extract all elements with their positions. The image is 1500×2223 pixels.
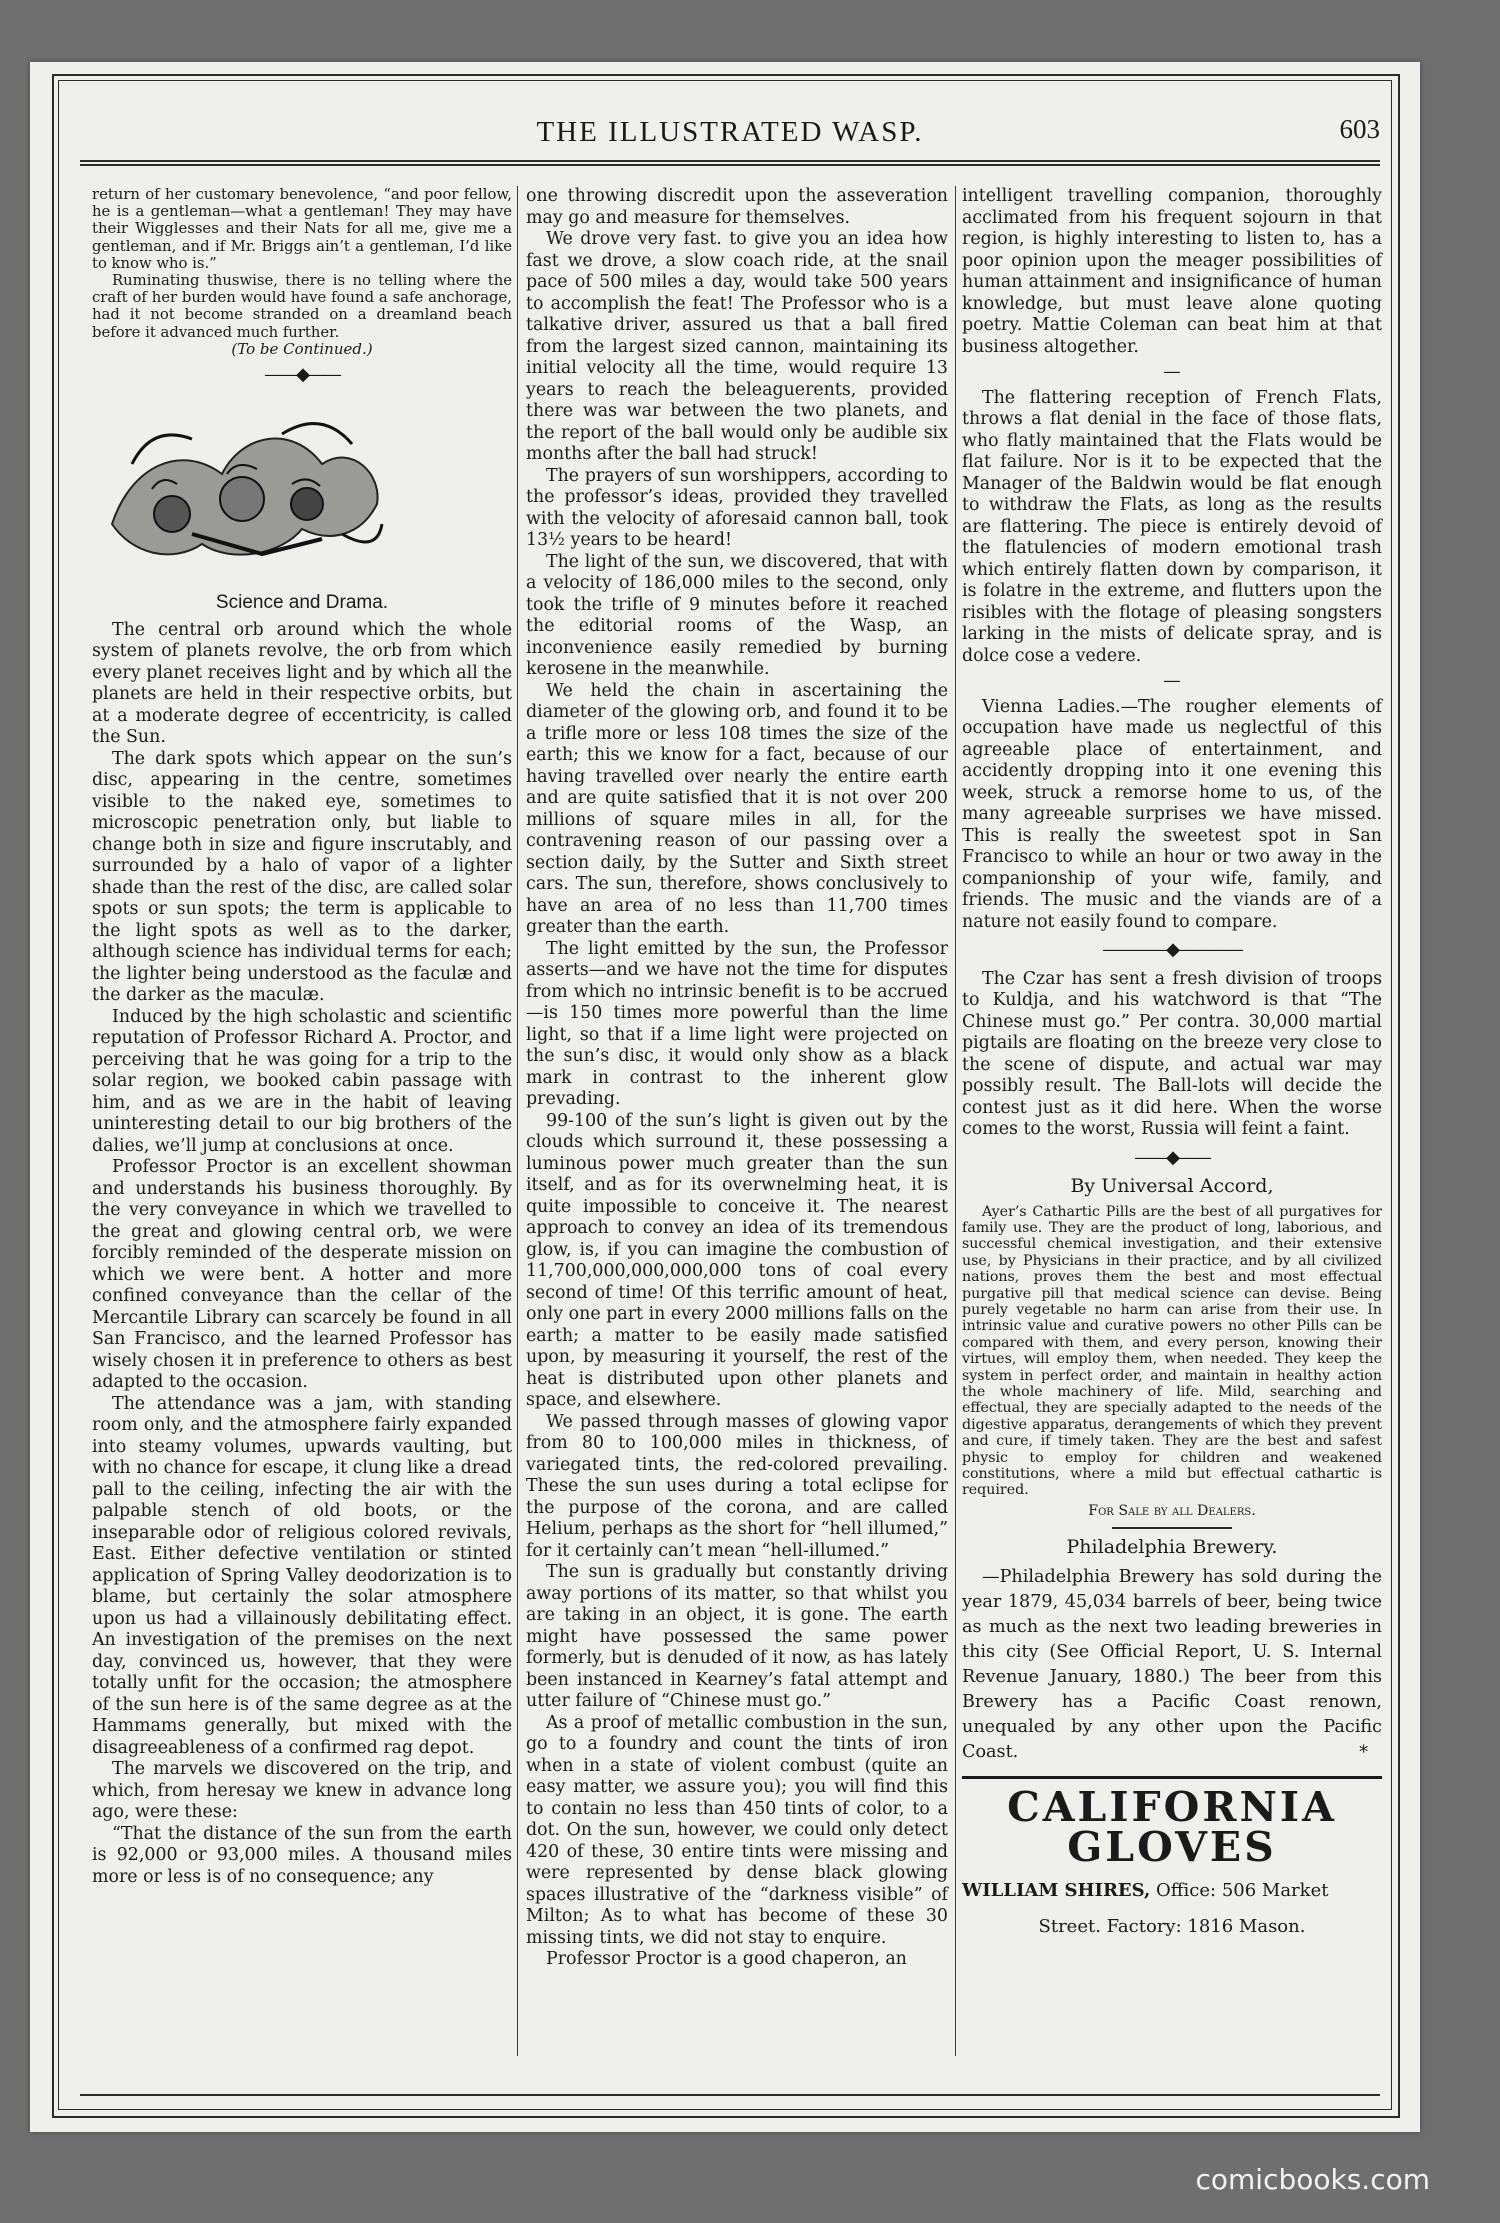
article-paragraph: The Czar has sent a fresh division of troops to Kuldja, and his watchword is that “The Chinese must go.” Per contra. 30,000 martial pigtails are floating on the breeze very close to the scene of dispute, and actual war may possibly result. The Ball-lots will decide the contest just as it did here. When the worse comes to the worst, Russia will feint a faint. bbox=[962, 968, 1382, 1139]
decorative-engraving bbox=[92, 404, 392, 574]
ad-text: —Philadelphia Brewery has sold during the year 1879, 45,034 barrels of beer, being twice as much as the next two leading breweries in this city (See Official Report, U. S. Internal Revenue January, 1880.) The beer from this Brewery has a Pacific Coast renown, unequaled by any other upon the Pacific Coast. bbox=[962, 1566, 1382, 1762]
section-ornament: ——◆—— bbox=[264, 364, 340, 386]
ad-heading: Philadelphia Brewery. bbox=[1066, 1536, 1278, 1559]
header-rule bbox=[80, 160, 1380, 162]
gloves-ad-line1: CALIFORNIA bbox=[1007, 1783, 1337, 1832]
article-paragraph: intelligent travelling companion, thoroughly acclimated from his frequent sojourn in that region, is highly interesting to listen to, has a poor opinion upon the meager possibilities of human attainment and insignificance of human knowledge, but must leave alone quoting poetry. Mattie Coleman can beat him at that business altogether. bbox=[962, 186, 1382, 357]
ad-text: Ayer’s Cathartic Pills are the best of all purgatives for family use. They are the product of long, laborious, and successful chemical investigation, and their extensive use, by Physicians in their practice, and by all civilized nations, proves them the best and most effectual purgative pill that medical science can devise. Being purely vegetable no harm can arise from their use. In intrinsic value and curative powers no other Pills can be compared with them, and every person, knowing their virtues, will employ them, when needed. They keep the system in perfect order, and maintain in healthy action the whole machinery of life. Mild, searching and effectual, they are specially adapted to the needs of the digestive apparatus, derangements of which they prevent and cure, if timely taken. They are the best and safest physic to employ for children and weakened constitutions, where a mild but effectual cathartic is required. bbox=[962, 1203, 1382, 1499]
article-paragraph: Professor Proctor is an excellent showman and understands his business thoroughly. By the very conveyance in which we travelled to the great and glowing central orb, we were forcibly reminded of the desperate mission on which we were bent. A hotter and more confined conveyance than the cellar of the Mercantile Library can scarcely be found in all San Francisco, and the learned Professor has wisely chosen it in preference to others as best adapted to the occasion. bbox=[92, 1157, 512, 1393]
gloves-ad-street: Street. Factory: 1816 Mason. bbox=[1038, 1915, 1306, 1937]
gloves-ad-office: Office: 506 Market bbox=[1156, 1880, 1329, 1902]
column-3 bbox=[962, 186, 1382, 1937]
article-paragraph: We passed through masses of glowing vapor from 80 to 100,000 miles in thickness, of variegated tints, the red-colored prevailing. These the sun uses during a total eclipse for the purpose of the corona, and are called Helium, perhaps as the short for “hell illumed,” for it certainly can’t mean “hell-illumed.” bbox=[526, 1411, 948, 1561]
article-paragraph: 99-100 of the sun’s light is given out by the clouds which surround it, these possessing a luminous power much greater than the sun itself, and as for its overwnelming heat, it is quite impossible to conceive it. The nearest approach to convey an idea of its tremendous glow, is, if you can imagine the combustion of 11,700,000,000,000,000 tons of coal every second of time! Of this terrific amount of heat, only one part in every 2000 millions falls on the earth; a matter to be easily made satisfied upon, by measuring it yourself, the rest of the heat is distributed upon other planets and space, and elsewhere. bbox=[526, 1110, 948, 1410]
article-paragraph: The marvels we discovered on the trip, and which, from heresay we knew in advance long ago, were these: bbox=[92, 1759, 512, 1823]
page-number: 603 bbox=[1339, 114, 1380, 144]
article-paragraph: The dark spots which appear on the sun’s disc, appearing in the centre, sometimes visible to the naked eye, sometimes to microscopic penetration only, but liable to change both in size and figure inscrutably, and surrounded by a halo of vapor of a lighter shade than the rest of the disc, are called solar spots or sun spots; the term is applicable to the light spots as well as to the darker, although science has individual terms for each; the lighter being understood as the faculæ and the darker as the maculæ. bbox=[92, 748, 512, 1006]
article-paragraph: We held the chain in ascertaining the diameter of the glowing orb, and found it to be a trifle more or less 108 times the size of the earth; this we know for a fact, because of our having travelled over nearly the entire earth and are quite satisfied that it is not over 200 millions of square miles in all, for the contravening reason of our passing over a section daily, by the Sutter and Sixth street cars. The sun, therefore, shows conclusively to have an area of no less than 11,700 times greater than the earth. bbox=[526, 680, 948, 937]
article-paragraph: The light emitted by the sun, the Professor asserts—and we have not the time for disputes from which no intrinsic benefit is to be accrued—is 150 times more powerful than the lime light, so that if a lime light were projected on the sun’s disc, it would only show as a black mark in contrast to the inherent glow prevading. bbox=[526, 938, 948, 1109]
ad-body bbox=[962, 1204, 1382, 1499]
gloves-ad bbox=[962, 1776, 1382, 1937]
story-text: Ruminating thuswise, there is no telling where the craft of her burden would have found a safe anchorage, had it not become stranded on a dreamland beach before it advanced much further. bbox=[92, 272, 512, 341]
article-heading: Science and Drama. bbox=[215, 592, 389, 614]
article-paragraph: The flattering reception of French Flats, throws a flat denial in the face of those flats, who flatly maintained that the Flats would be flat failure. Nor is it to be expected that the Manager of the Baldwin would be flat enough to withdraw the Flats, as long as the results are flattering. The piece is entirely devoid of the flatulencies of modern emotional trash which entirely flatten down by comparison, it is folatre in the extreme, and flutters upon the risibles with the flotage of pleasing songsters larking in the mists of delicate spray, and is dolce cose a vedere. bbox=[962, 387, 1382, 666]
continued-note: (To be Continued.) bbox=[231, 339, 373, 358]
article-paragraph: Vienna Ladies.—The rougher elements of occupation have made us neglectful of this agreeable place of entertainment, and accidently dropping into it one evening this week, struck a remorse home to us, of the many agreeable surprises we have missed. This is really the sweetest spot in San Francisco to while an hour or two away in the companionship of your wife, family, and friends. The music and the viands are of a nature not easily found to compare. bbox=[962, 696, 1382, 932]
article-paragraph: Professor Proctor is a good chaperon, an bbox=[546, 1949, 907, 1969]
gloves-ad-address bbox=[962, 1880, 1382, 1902]
section-ornament: ——◆—— bbox=[1134, 1146, 1210, 1168]
article-paragraph: The sun is gradually but constantly driving away portions of its matter, so that whilst you are taking in an object, it is gone. The earth might have possessed the same power formerly, but is denuded of it now, as has lately been instanced in Kearney’s fatal attempt and utter failure of “Chinese must go.” bbox=[526, 1562, 948, 1711]
column-divider-2 bbox=[955, 186, 956, 2056]
page-header bbox=[80, 110, 1380, 154]
divider-dash: — bbox=[1163, 671, 1181, 691]
article-paragraph: “That the distance of the sun from the earth is 92,000 or 93,000 miles. A thousand miles more or less is of no consequence; any bbox=[92, 1823, 512, 1887]
article-paragraph: We drove very fast. to give you an idea how fast we drove, a slow coach ride, at the snail pace of 500 miles a day, would take 500 years to accomplish the feat! The Professor who is a talkative driver, assured us that a ball fired from the largest sized cannon, maintaining its initial velocity all the time, would require 13 years to reach the beleaguerents, provided there was war between the two planets, and the report of the ball would only be audible six months after the ball had struck! bbox=[526, 229, 948, 464]
header-rule-2 bbox=[80, 164, 1380, 166]
ad-footer: For Sale by all Dealers. bbox=[1088, 1502, 1256, 1519]
column-1 bbox=[92, 186, 512, 1888]
story-text: return of her customary benevolence, “and poor fellow, he is a gentleman—what a gentleman! They may have their Wigglesses and their Nats for all me, give me a gentleman, and if Mr. Briggs ain’t a gentleman, I’d like to know who is.” bbox=[92, 186, 512, 272]
gloves-ad-name: WILLIAM SHIRES, bbox=[962, 1880, 1151, 1902]
article-paragraph: The attendance was a jam, with standing room only, and the atmosphere fairly expanded into steamy volumes, upwards vaulting, but with no chance for escape, it clung like a dread pall to the ceiling, infecting the air with the palpable stench of old boots, or the inseparable odor of religious colored revivals, East. Either defective ventilation or stinted application of Spring Valley deodorization is to blame, but certainly the solar atmosphere upon us had a villainously debilitating effect. An investigation of the premises on the next day, convinced us, however, that they were totally unfit for the occasion; the atmosphere of the sun here is of the same degree as at the Hammams generally, but mixed with the disagreeableness of a confirmed rag depot. bbox=[92, 1393, 512, 1758]
column-2 bbox=[526, 186, 948, 1971]
article-paragraph: The light of the sun, we discovered, that with a velocity of 186,000 miles to the second, only took the trifle of 9 minutes before it reached the editorial rooms of the Wasp, an inconvenience easily remedied by burning kerosene in the meanwhile. bbox=[526, 551, 948, 679]
divider-dash: — bbox=[1163, 362, 1181, 382]
article-paragraph: As a proof of metallic combustion in the sun, go to a foundry and count the tints of iron when in a state of violent combust (quite an easy matter, we assure you); you will find this to contain no less than 450 tints of color, to a dot. On the sun, however, we could only detect 420 of these, 30 entire tints were missing and were represented by dense black glowing spaces illustrative of the “darkness visible” of Milton; As to what has become of these 30 missing tints, we did not stay to enquire. bbox=[526, 1712, 948, 1948]
article-paragraph: one throwing discredit upon the asseveration may go and measure for themselves. bbox=[526, 186, 948, 228]
ad-asterisk: * bbox=[1359, 1742, 1368, 1763]
ad-heading: By Universal Accord, bbox=[1070, 1175, 1274, 1197]
article-paragraph: Induced by the high scholastic and scientific reputation of Professor Richard A. Proctor, and perceiving that he was going for a trip to the solar region, we booked cabin passage with him, and as we are in the habit of leaving uninteresting detail to our big brothers of the dalies, we’ll jump at conclusions at once. bbox=[92, 1006, 512, 1156]
article-paragraph: The prayers of sun worshippers, according to the professor’s ideas, provided they travelled with the velocity of aforesaid cannon ball, took 13½ years to be heard! bbox=[526, 465, 948, 550]
watermark: comicbooks.com bbox=[1195, 2163, 1430, 2196]
ad-rule bbox=[1112, 1527, 1232, 1529]
masthead-title: THE ILLUSTRATED WASP. bbox=[536, 116, 924, 148]
column-divider-1 bbox=[517, 186, 518, 2056]
section-ornament: ————◆———— bbox=[1102, 939, 1242, 960]
footer-rule bbox=[80, 2094, 1380, 2096]
gloves-ad-line2: GLOVES bbox=[1067, 1822, 1277, 1871]
article-paragraph: The central orb around which the whole system of planets revolve, the orb from which every planet receives light and by which all the planets are held in their respective orbits, but at a moderate degree of eccentricity, is called the Sun. bbox=[92, 619, 512, 748]
